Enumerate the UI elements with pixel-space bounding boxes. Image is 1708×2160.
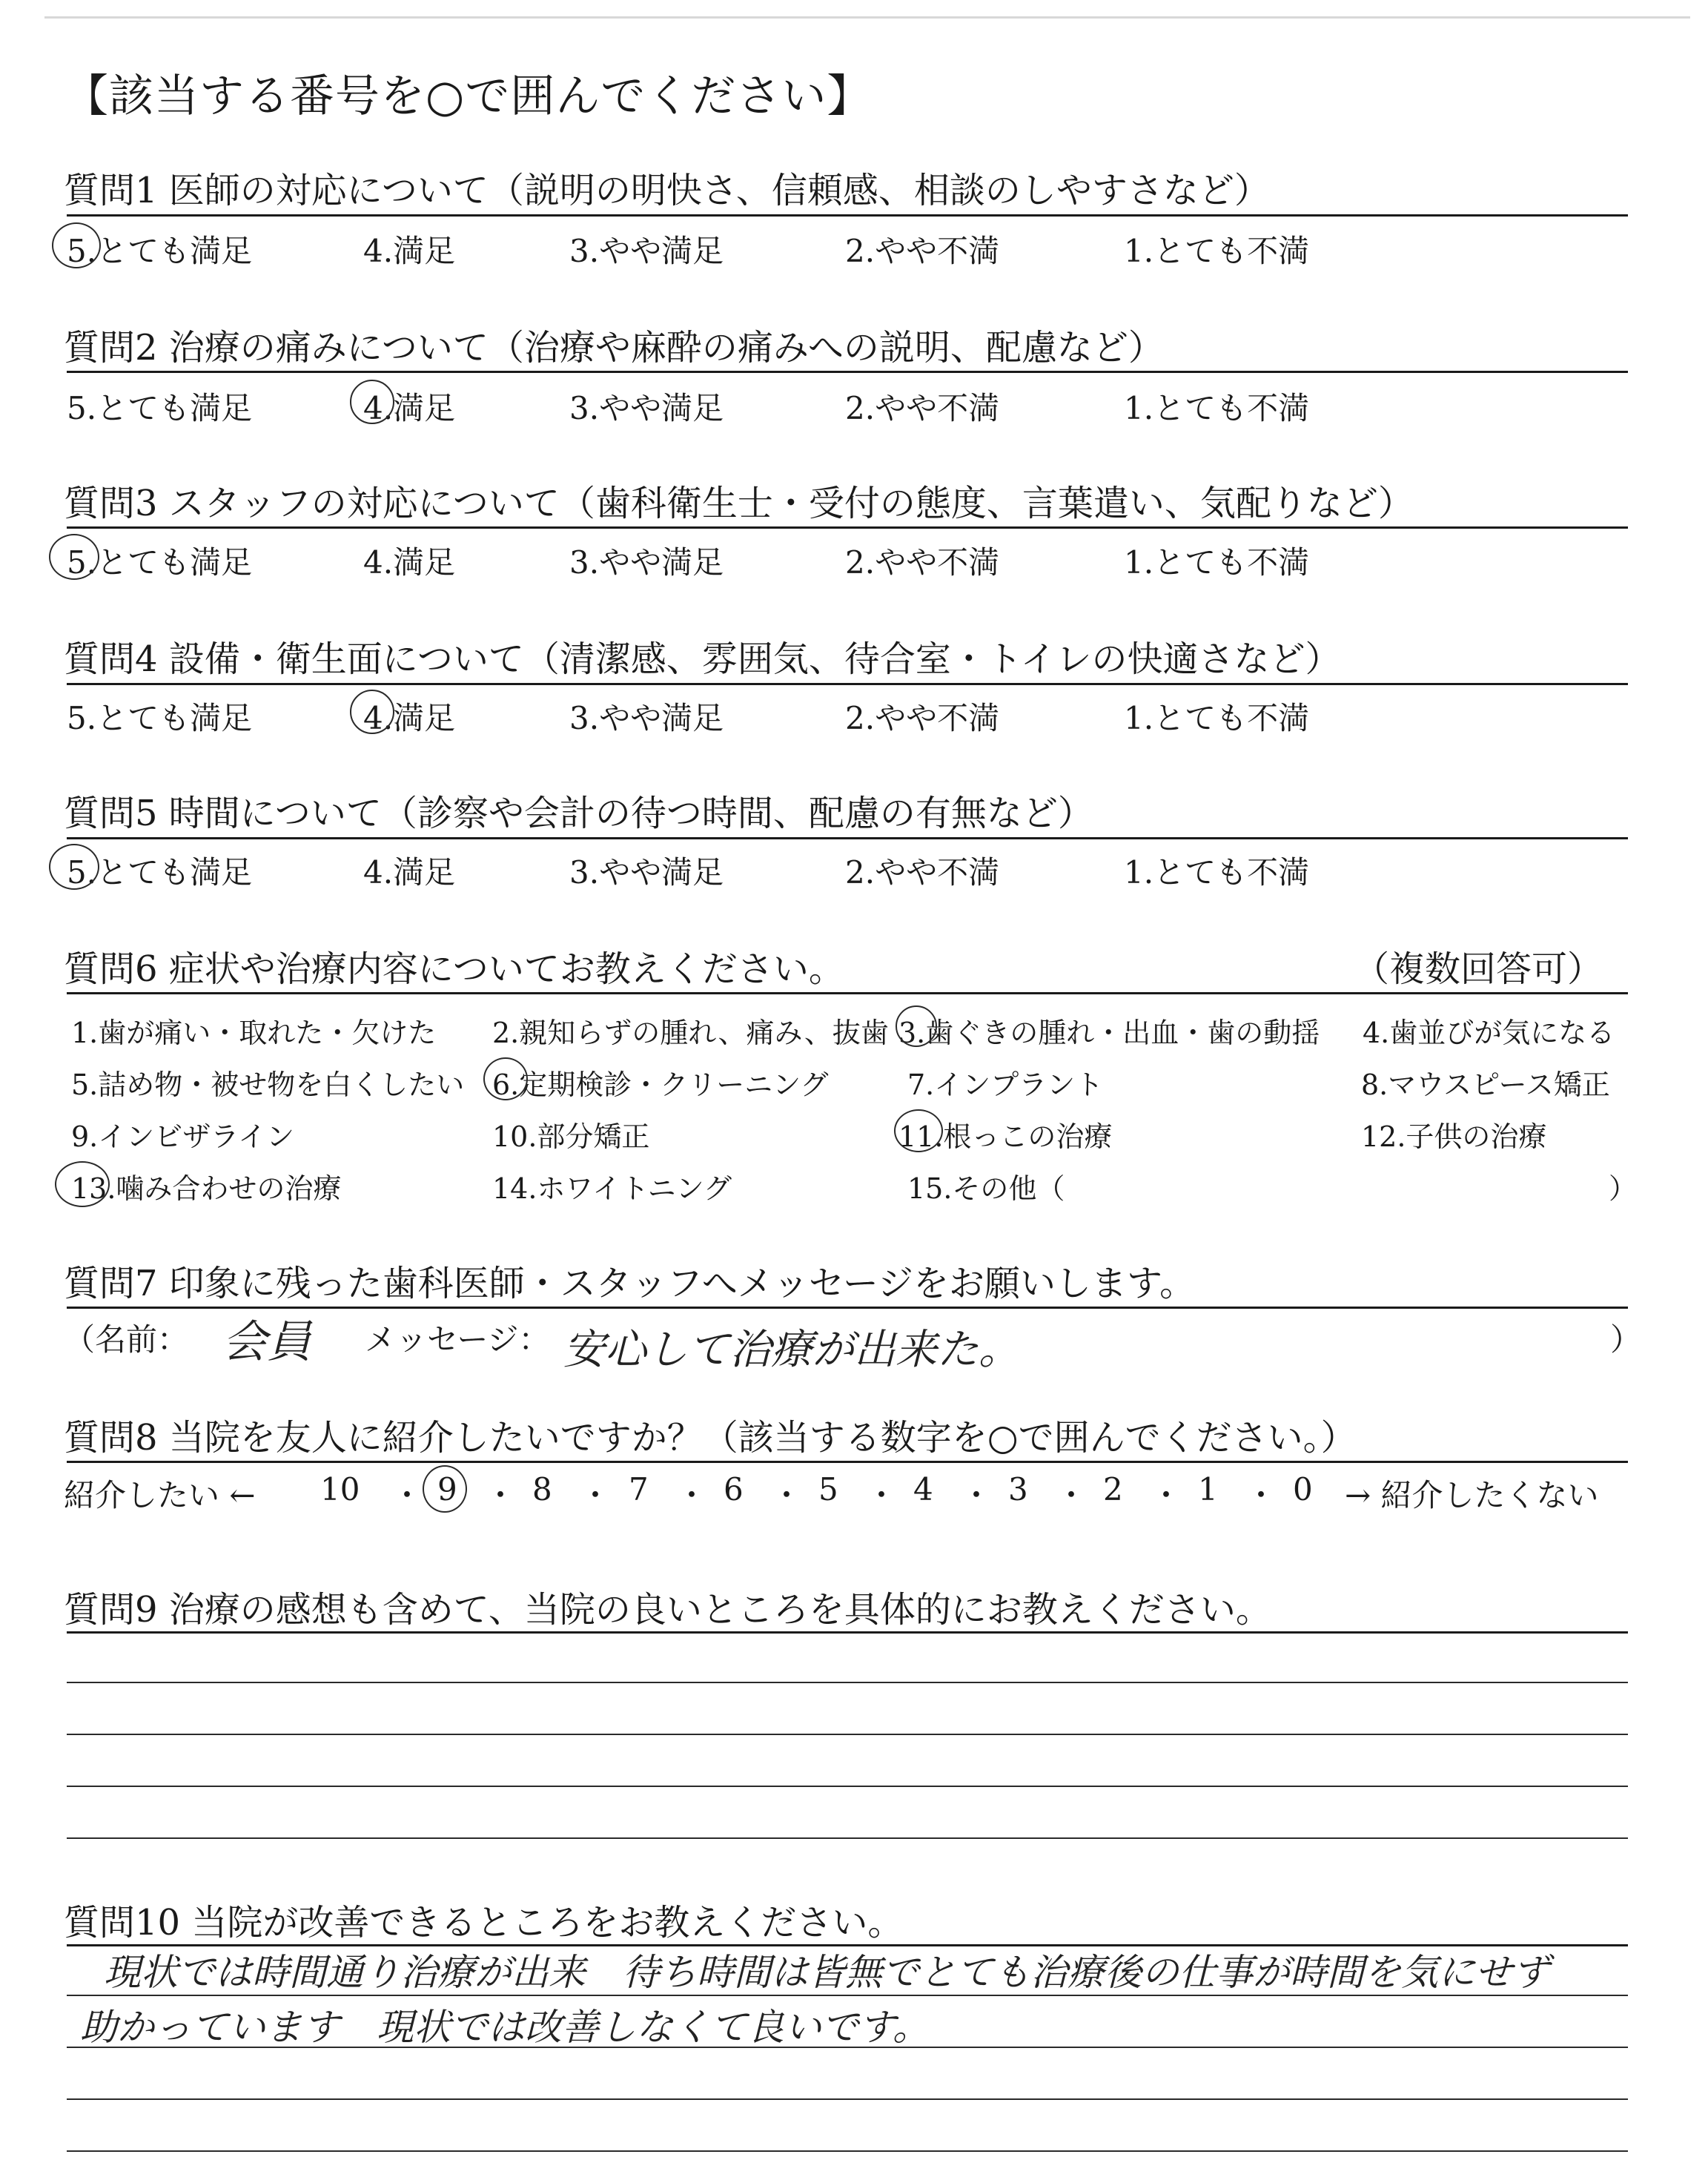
q8-dot: ・ xyxy=(485,1477,517,1513)
q6-selection-circle-13 xyxy=(55,1161,110,1207)
q6-option-4[interactable]: 4.歯並びが気になる xyxy=(1363,1017,1615,1049)
q6-title: 質問6 症状や治療内容についてお教えください。 xyxy=(64,948,844,990)
q2-selection-circle xyxy=(350,380,394,424)
q1-title: 質問1 医師の対応について（説明の明快さ、信頼感、相談のしやすさなど） xyxy=(64,170,1270,211)
q8-scale-6[interactable]: 6 xyxy=(724,1471,744,1507)
q3-option-4[interactable]: 4.満足 xyxy=(363,544,456,581)
q4-title: 質問4 設備・衛生面について（清潔感、雰囲気、待合室・トイレの快適さなど） xyxy=(64,638,1341,680)
q9-answer-line xyxy=(67,1682,1628,1683)
q2-option-4[interactable]: 4.満足 xyxy=(363,390,456,426)
q6-selection-circle-11 xyxy=(894,1109,943,1152)
q2-rule xyxy=(67,371,1628,373)
q9-rule xyxy=(67,1631,1628,1634)
q5-option-1[interactable]: 1.とても不満 xyxy=(1124,854,1310,891)
q3-option-1[interactable]: 1.とても不満 xyxy=(1124,544,1310,581)
q7-close: ） xyxy=(1610,1321,1642,1358)
q1-option-5[interactable]: 5.とても満足 xyxy=(67,233,253,269)
q5-option-5[interactable]: 5.とても満足 xyxy=(67,854,253,891)
q6-option-7[interactable]: 7.インプラント xyxy=(907,1069,1104,1101)
q3-option-3[interactable]: 3.やや満足 xyxy=(569,544,724,581)
q8-scale-10[interactable]: 10 xyxy=(320,1471,360,1507)
q6-option-3[interactable]: 3.歯ぐきの腫れ・出血・歯の動揺 xyxy=(898,1017,1320,1049)
q3-selection-circle xyxy=(49,534,99,580)
q3-option-5[interactable]: 5.とても満足 xyxy=(67,544,253,581)
q6-option-6[interactable]: 6.定期検診・クリーニング xyxy=(492,1069,829,1101)
q7-name-label: （名前： xyxy=(64,1321,189,1358)
q8-right-label: → 紹介したくない xyxy=(1345,1477,1599,1513)
q5-rule xyxy=(67,837,1628,839)
q6-option-12[interactable]: 12.子供の治療 xyxy=(1361,1120,1547,1153)
q8-scale-5[interactable]: 5 xyxy=(818,1471,838,1507)
q2-option-3[interactable]: 3.やや満足 xyxy=(569,390,724,426)
q9-title: 質問9 治療の感想も含めて、当院の良いところを具体的にお教えください。 xyxy=(64,1589,1271,1631)
q6-option-1[interactable]: 1.歯が痛い・取れた・欠けた xyxy=(71,1017,437,1049)
q3-title: 質問3 スタッフの対応について（歯科衛生士・受付の態度、言葉遣い、気配りなど） xyxy=(64,483,1414,524)
q1-option-3[interactable]: 3.やや満足 xyxy=(569,233,724,269)
q6-selection-circle-3 xyxy=(896,1005,937,1047)
q8-selection-circle xyxy=(423,1465,467,1513)
scan-edge xyxy=(44,16,1690,19)
q6-option-9[interactable]: 9.インビザライン xyxy=(71,1120,295,1153)
q8-scale-0[interactable]: 0 xyxy=(1293,1471,1313,1507)
q9-answer-line xyxy=(67,1837,1628,1839)
q8-scale-9[interactable]: 9 xyxy=(437,1471,457,1507)
form-header: 【該当する番号を○で囲んでください】 xyxy=(64,70,873,122)
q7-name-value[interactable]: 会員 xyxy=(222,1316,311,1368)
q6-option-10[interactable]: 10.部分矯正 xyxy=(492,1120,650,1153)
q6-option-13[interactable]: 13.噛み合わせの治療 xyxy=(71,1172,342,1205)
q6-note: （複数回答可） xyxy=(1354,948,1603,990)
q8-scale-8[interactable]: 8 xyxy=(532,1471,552,1507)
q10-answer-line-2[interactable]: 助かっています 現状では改善しなくて良いです。 xyxy=(80,2006,930,2049)
q1-rule xyxy=(67,214,1628,217)
q8-scale-7[interactable]: 7 xyxy=(629,1471,649,1507)
q7-message-value[interactable]: 安心して治療が出来た。 xyxy=(563,1326,1020,1374)
q8-dot: ・ xyxy=(866,1477,898,1513)
q2-option-5[interactable]: 5.とても満足 xyxy=(67,390,253,426)
q8-dot: ・ xyxy=(961,1477,993,1513)
q6-option-8[interactable]: 8.マウスピース矯正 xyxy=(1361,1069,1610,1101)
q10-answer-line xyxy=(67,2150,1628,2152)
q8-dot: ・ xyxy=(580,1477,612,1513)
q6-option-11[interactable]: 11.根っこの治療 xyxy=(898,1120,1113,1153)
q8-scale-2[interactable]: 2 xyxy=(1103,1471,1123,1507)
q6-option-2[interactable]: 2.親知らずの腫れ、痛み、抜歯 xyxy=(492,1017,889,1049)
q1-selection-circle xyxy=(52,222,101,268)
q4-rule xyxy=(67,683,1628,685)
q6-option-15[interactable]: 15.その他（ xyxy=(907,1172,1065,1205)
q10-title: 質問10 当院が改善できるところをお教えください。 xyxy=(64,1902,904,1943)
q6-option-5[interactable]: 5.詰め物・被せ物を白くしたい xyxy=(71,1069,465,1101)
q6-other-close: ） xyxy=(1609,1172,1638,1205)
q1-option-1[interactable]: 1.とても不満 xyxy=(1124,233,1310,269)
q8-rule xyxy=(67,1461,1628,1463)
q8-left-label: 紹介したい ← xyxy=(64,1477,256,1513)
q6-rule xyxy=(67,992,1628,994)
q8-dot: ・ xyxy=(1151,1477,1182,1513)
q5-title: 質問5 時間について（診察や会計の待つ時間、配慮の有無など） xyxy=(64,793,1093,834)
q1-option-2[interactable]: 2.やや不満 xyxy=(845,233,1000,269)
q4-selection-circle xyxy=(350,690,394,734)
q5-option-4[interactable]: 4.満足 xyxy=(363,854,456,891)
q8-title: 質問8 当院を友人に紹介したいですか？（該当する数字を○で囲んでください。） xyxy=(64,1417,1357,1459)
q7-message-label: メッセージ： xyxy=(365,1321,550,1358)
q8-dot: ・ xyxy=(1245,1477,1277,1513)
q2-option-2[interactable]: 2.やや不満 xyxy=(845,390,1000,426)
q1-option-4[interactable]: 4.満足 xyxy=(363,233,456,269)
q10-answer-line-1[interactable]: 現状では時間通り治療が出来 待ち時間は皆無でとても治療後の仕事が時間を気にせず xyxy=(104,1951,1549,1994)
q8-dot: ・ xyxy=(676,1477,708,1513)
q2-option-1[interactable]: 1.とても不満 xyxy=(1124,390,1310,426)
q8-scale-1[interactable]: 1 xyxy=(1198,1471,1218,1507)
q8-dot: ・ xyxy=(1056,1477,1088,1513)
q3-rule xyxy=(67,526,1628,529)
q7-title: 質問7 印象に残った歯科医師・スタッフへメッセージをお願いします。 xyxy=(64,1263,1196,1304)
q9-answer-line xyxy=(67,1786,1628,1787)
q8-dot: ・ xyxy=(391,1477,423,1513)
q8-scale-4[interactable]: 4 xyxy=(913,1471,933,1507)
q9-answer-line xyxy=(67,1734,1628,1735)
q5-option-2[interactable]: 2.やや不満 xyxy=(845,854,1000,891)
q3-option-2[interactable]: 2.やや不満 xyxy=(845,544,1000,581)
q4-option-3[interactable]: 3.やや満足 xyxy=(569,700,724,736)
q6-selection-circle-6 xyxy=(483,1057,528,1100)
q8-dot: ・ xyxy=(771,1477,803,1513)
q4-option-5[interactable]: 5.とても満足 xyxy=(67,700,253,736)
q6-option-14[interactable]: 14.ホワイトニング xyxy=(492,1172,732,1205)
q4-option-2[interactable]: 2.やや不満 xyxy=(845,700,1000,736)
q10-answer-line xyxy=(67,2098,1628,2100)
q4-option-4[interactable]: 4.満足 xyxy=(363,700,456,736)
q5-selection-circle xyxy=(49,844,99,890)
q4-option-1[interactable]: 1.とても不満 xyxy=(1124,700,1310,736)
q8-scale-3[interactable]: 3 xyxy=(1008,1471,1028,1507)
q2-title: 質問2 治療の痛みについて（治療や麻酔の痛みへの説明、配慮など） xyxy=(64,327,1164,369)
q5-option-3[interactable]: 3.やや満足 xyxy=(569,854,724,891)
